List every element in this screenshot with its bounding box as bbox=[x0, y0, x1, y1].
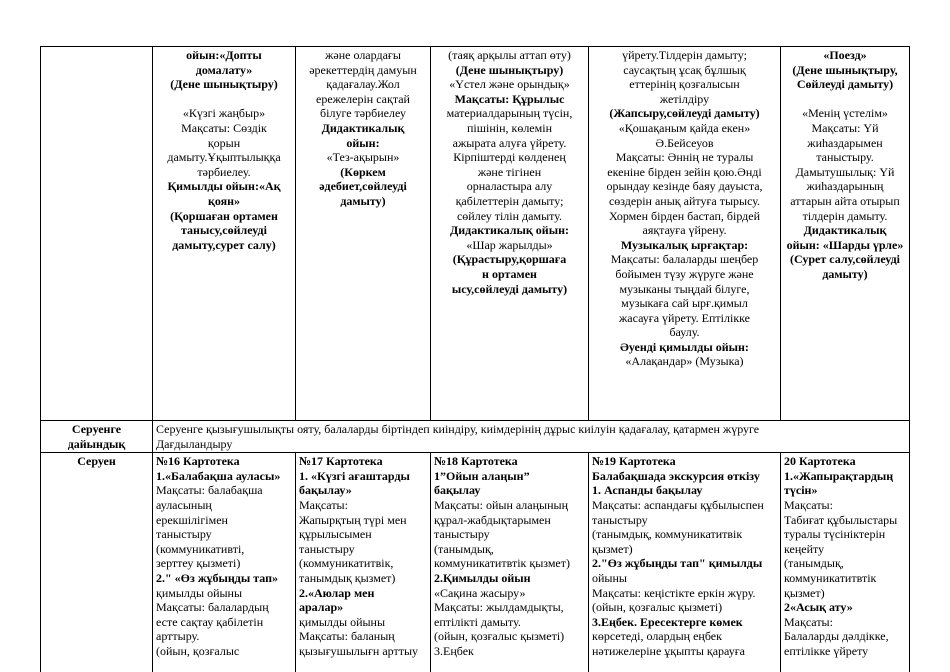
text-line: Кірпіштерді көлденең bbox=[453, 150, 566, 165]
text-line: 1”Ойын алаңын” bbox=[434, 468, 530, 483]
text-line: аттарын айта отырып bbox=[790, 193, 900, 208]
text-line: Мақсаты: Құрылыс bbox=[454, 91, 565, 106]
text-line: 3.Еңбек bbox=[434, 643, 474, 658]
activities-label-cell bbox=[41, 47, 153, 421]
text-line: сөйлеу тілін дамыту. bbox=[456, 208, 563, 223]
text-line: ажырата алуға үйрету. bbox=[452, 135, 567, 150]
text-line: дамыту,сурет салу) bbox=[172, 237, 276, 252]
text-line: көрсетеді, олардың еңбек bbox=[592, 629, 722, 644]
text-line: Әуенді қимылды ойын: bbox=[620, 339, 749, 354]
text-line: ережелерін сақтай bbox=[316, 91, 410, 106]
text-line: бақылау bbox=[434, 483, 481, 498]
text-line: ойын:«Допты bbox=[186, 48, 262, 62]
text-line: Қимылды ойын:«Ақ bbox=[167, 179, 281, 194]
text-line: орындау кезінде баяу дауыста, bbox=[606, 179, 763, 194]
text-line: ауласының bbox=[156, 497, 212, 512]
text-line: таныстыру. bbox=[816, 150, 874, 165]
text-line: аралар» bbox=[299, 600, 344, 615]
walk-label bbox=[41, 453, 153, 672]
text-line: Сөйлеуді дамыту) bbox=[796, 77, 894, 92]
text-line: Балаларды дәлдікке, bbox=[784, 629, 889, 644]
text-line bbox=[784, 92, 906, 107]
text-line: (ойын, қозғалыс қызметі) bbox=[434, 629, 565, 644]
text-line: таныстыру bbox=[299, 541, 355, 556]
text-line: тәрбиелеу. bbox=[197, 164, 251, 179]
text-line: №16 Картотека bbox=[156, 454, 240, 469]
text-line: «Тез-ақырын» bbox=[326, 150, 400, 165]
text-line: Дамытушылық: Үй bbox=[795, 164, 895, 179]
activities-col2 bbox=[296, 47, 431, 421]
text-line: еттерінің қозғалысын bbox=[629, 77, 740, 92]
activities-row bbox=[41, 47, 910, 421]
text-line: дамыту.Ұқыптылыққа bbox=[167, 150, 281, 165]
text-line: есте сақтау қабілетін bbox=[156, 614, 264, 629]
activities-col1 bbox=[153, 47, 296, 421]
text-line: нәтижелеріне ұқыпты қарауға bbox=[592, 643, 746, 658]
text-line: ептілікті дамыту. bbox=[434, 614, 521, 629]
text-line: қимылды ойыны bbox=[156, 585, 243, 600]
text-line: 3.Еңбек. Ересектерге көмек bbox=[592, 614, 743, 629]
text-line: н ортамен bbox=[482, 266, 537, 281]
text-line: 2.«Аюлар мен bbox=[299, 585, 375, 600]
text-line: қызығушылығн арттыу bbox=[299, 643, 419, 658]
text-line: Мақсаты: bbox=[784, 497, 833, 512]
text-line: бақылау» bbox=[299, 483, 352, 498]
walk-prep-label-line2: дайындық bbox=[67, 436, 126, 451]
text-line: бойымен түзу жүруге және bbox=[615, 266, 754, 281]
text-line: Мақсаты: кеңістікте еркін жүру. bbox=[592, 585, 756, 600]
text-line: музыканы тыңдай білуге, bbox=[619, 281, 750, 296]
text-line: әрекеттердің дамуын bbox=[309, 62, 417, 77]
text-line: жасауға үйрету. Ептілікке bbox=[618, 310, 751, 325]
text-line: (Дене шынықтыру, bbox=[792, 62, 898, 77]
walk-prep-label bbox=[41, 421, 153, 453]
text-line: Мақсаты: ойын алаңының bbox=[434, 497, 568, 512]
text-line: Табиғат құбылыстары bbox=[784, 512, 898, 527]
text-line: 2."Өз жұбыңды тап" қимылды bbox=[592, 556, 763, 571]
text-line: орналастыра алу bbox=[466, 179, 553, 194]
text-line: үйрету.Тілдерін дамыту; bbox=[622, 48, 747, 62]
text-line: қызмет) bbox=[592, 541, 633, 556]
text-line: және тігінен bbox=[477, 164, 542, 179]
text-line: «Сақина жасыру» bbox=[434, 585, 526, 600]
schedule-table bbox=[40, 46, 910, 672]
text-line: Мақсаты: жылдамдықты, bbox=[434, 600, 564, 615]
text-line: (танымдық, коммуникатитвік bbox=[592, 527, 743, 542]
text-line: 1. Аспанды бақылау bbox=[592, 483, 703, 498]
text-line: Дидактикалық bbox=[803, 223, 887, 238]
text-line: (танымдық, bbox=[434, 541, 494, 556]
walk-col3 bbox=[431, 453, 589, 672]
walk-col2 bbox=[296, 453, 431, 672]
text-line: (ойын, қозғалыс bbox=[156, 643, 240, 658]
walk-row bbox=[41, 453, 910, 672]
text-line: тілдерін дамыту. bbox=[802, 208, 888, 223]
text-line: «Алақандар» (Музыка) bbox=[625, 354, 744, 369]
text-line: әдебиет,сөйлеуді bbox=[319, 179, 407, 194]
text-line: 1.«Жапырақтардың bbox=[784, 468, 894, 483]
text-line: (коммуникатитвік, bbox=[299, 556, 394, 571]
walk-prep-text-line1: Серуенге қызығушылықты ояту, балаларды біртіндеп киіндіру, киімдерінің дұрыс киілуін қадағалау, қатармен жүруге bbox=[156, 422, 760, 436]
walk-col1 bbox=[153, 453, 296, 672]
text-line: қызмет) bbox=[784, 585, 825, 600]
walk-label-text: Серуен bbox=[77, 454, 116, 469]
text-line: Балабақшада экскурсия өткізу bbox=[592, 468, 760, 483]
text-line: құрал-жабдықтарымен bbox=[434, 512, 551, 527]
text-line: Мақсаты: баланың bbox=[299, 629, 395, 644]
text-line: (коммуникативті, bbox=[156, 541, 245, 556]
text-line: қабілеттерін дамыту; bbox=[455, 193, 564, 208]
text-line: (Сурет салу,сөйлеуді bbox=[789, 252, 900, 267]
text-line: ойыны bbox=[592, 570, 627, 585]
walk-prep-row bbox=[41, 421, 910, 453]
text-line: танысу,сөйлеуді bbox=[181, 223, 267, 238]
text-line: танымдық қызмет) bbox=[299, 570, 396, 585]
text-line: коммуникатитвтік bbox=[784, 570, 877, 585]
text-line: арттыру. bbox=[156, 629, 200, 644]
text-line: ойын: bbox=[346, 135, 380, 150]
text-line: «Менің үстелім» bbox=[802, 106, 888, 121]
text-line: жиһаздарымен bbox=[807, 135, 883, 150]
text-line: дамыту) bbox=[822, 266, 868, 281]
text-line: туралы түсініктерін bbox=[784, 527, 886, 542]
text-line: (Дене шынықтыру) bbox=[455, 62, 564, 77]
text-line: жетілдіру bbox=[659, 91, 710, 106]
text-line: сөздерін анық айтуға тырысу. bbox=[608, 193, 761, 208]
text-line: таныстыру bbox=[156, 527, 212, 542]
text-line: ысу,сөйлеуді дамыту) bbox=[451, 281, 568, 296]
text-line: 2." «Өз жұбыңды тап» bbox=[156, 570, 279, 585]
text-line: Мақсаты: bbox=[299, 497, 348, 512]
text-line: Мақсаты: аспандағы құбылыспен bbox=[592, 497, 764, 512]
text-line: таныстыру bbox=[434, 527, 490, 542]
walk-col5 bbox=[781, 453, 910, 672]
text-line: ойын: «Шарды үрле» bbox=[786, 237, 904, 252]
text-line: (танымдық, bbox=[784, 556, 844, 571]
text-line: 1. «Күзгі ағаштарды bbox=[299, 468, 410, 483]
text-line: саусақтың ұсақ бұлшық bbox=[623, 62, 746, 77]
text-line: Ә.Бейсеуов bbox=[655, 135, 714, 150]
text-line: музыкаға сай ырғ.қимыл bbox=[621, 296, 748, 311]
text-line: коммуникатитвтік қызмет) bbox=[434, 556, 570, 571]
text-line: зерттеу қызметі) bbox=[156, 556, 241, 571]
text-line: 1.«Балабақша ауласы» bbox=[156, 468, 281, 483]
text-line: Мақсаты: bbox=[784, 614, 833, 629]
text-line: ептілікке үйрету bbox=[784, 643, 869, 658]
text-line: «Шар жарылды» bbox=[466, 237, 553, 252]
text-line: Музыкалық ырғақтар: bbox=[620, 237, 749, 252]
text-line: «Қошақаным қайда екен» bbox=[618, 120, 751, 135]
text-line: Мақсаты: Үй bbox=[811, 120, 879, 135]
text-line: (Құрастыру,қоршаға bbox=[452, 252, 567, 267]
text-line bbox=[156, 92, 292, 107]
text-line: дамыту) bbox=[340, 193, 386, 208]
text-line: 2«Асық ату» bbox=[784, 600, 853, 615]
text-line: «Поезд» bbox=[823, 48, 867, 62]
text-line: қадағалау.Жол bbox=[326, 77, 400, 92]
text-line: қоян» bbox=[207, 193, 241, 208]
text-line: (ойын, қозғалыс қызметі) bbox=[592, 600, 723, 615]
text-line: материалдарының түсін, bbox=[446, 106, 573, 121]
text-line: Мақсаты: Әннің не туралы bbox=[615, 150, 754, 165]
text-line: №17 Картотека bbox=[299, 454, 383, 469]
text-line: (Көркем bbox=[340, 164, 386, 179]
text-line: (Жапсыру,сөйлеуді дамыту) bbox=[609, 106, 760, 121]
text-line: Мақсаты: балалардың bbox=[156, 600, 269, 615]
text-line: пішінін, көлемін bbox=[466, 120, 552, 135]
text-line: аяқтауға үйрену. bbox=[642, 223, 727, 238]
text-line: жиһаздарының bbox=[806, 179, 884, 194]
walk-col4 bbox=[589, 453, 781, 672]
text-line: және олардағы bbox=[325, 48, 401, 62]
text-line: (Дене шынықтыру) bbox=[170, 77, 278, 92]
text-line: Дидактикалық ойын: bbox=[449, 223, 569, 238]
walk-prep-label-line1: Серуенге bbox=[71, 422, 122, 436]
walk-prep-text bbox=[153, 421, 910, 453]
text-line: құрылысымен bbox=[299, 527, 372, 542]
text-line: «Үстел және орындық» bbox=[449, 77, 570, 92]
text-line: Мақсаты: балабақша bbox=[156, 483, 263, 498]
text-line: №19 Картотека bbox=[592, 454, 676, 469]
text-line: Мақсаты: балаларды шеңбер bbox=[610, 252, 759, 267]
text-line: кеңейту bbox=[784, 541, 825, 556]
text-line: (таяқ арқылы аттап өту) bbox=[448, 48, 571, 62]
text-line: ерекшілігімен bbox=[156, 512, 228, 527]
text-line: Жапырқтың түрі мен bbox=[299, 512, 407, 527]
text-line: «Күзгі жаңбыр» bbox=[182, 106, 266, 121]
text-line: қимылды ойыны bbox=[299, 614, 386, 629]
activities-col3 bbox=[431, 47, 589, 421]
text-line: екеніне бірден зейін қою.Әнді bbox=[607, 164, 762, 179]
text-line: 2.Қимылды ойын bbox=[434, 570, 531, 585]
text-line: Мақсаты: Сөздік bbox=[181, 120, 267, 135]
text-line: №18 Картотека bbox=[434, 454, 518, 469]
text-line: баулу. bbox=[669, 325, 700, 340]
text-line: таныстыру bbox=[592, 512, 648, 527]
text-line: білуге тәрбиелеу bbox=[320, 106, 406, 121]
activities-col4 bbox=[589, 47, 781, 421]
text-line: Дидактикалық bbox=[321, 120, 405, 135]
activities-col5 bbox=[781, 47, 910, 421]
text-line: түсін» bbox=[784, 483, 818, 498]
text-line: Хормен бірден бастап, бірдей bbox=[608, 208, 761, 223]
walk-prep-text-line2: Дағдыландыру bbox=[156, 436, 233, 451]
text-line: домалату» bbox=[195, 62, 253, 77]
text-line: (Қоршаған ортамен bbox=[170, 208, 278, 223]
text-line: 20 Картотека bbox=[784, 454, 856, 469]
text-line: қорын bbox=[207, 135, 241, 150]
